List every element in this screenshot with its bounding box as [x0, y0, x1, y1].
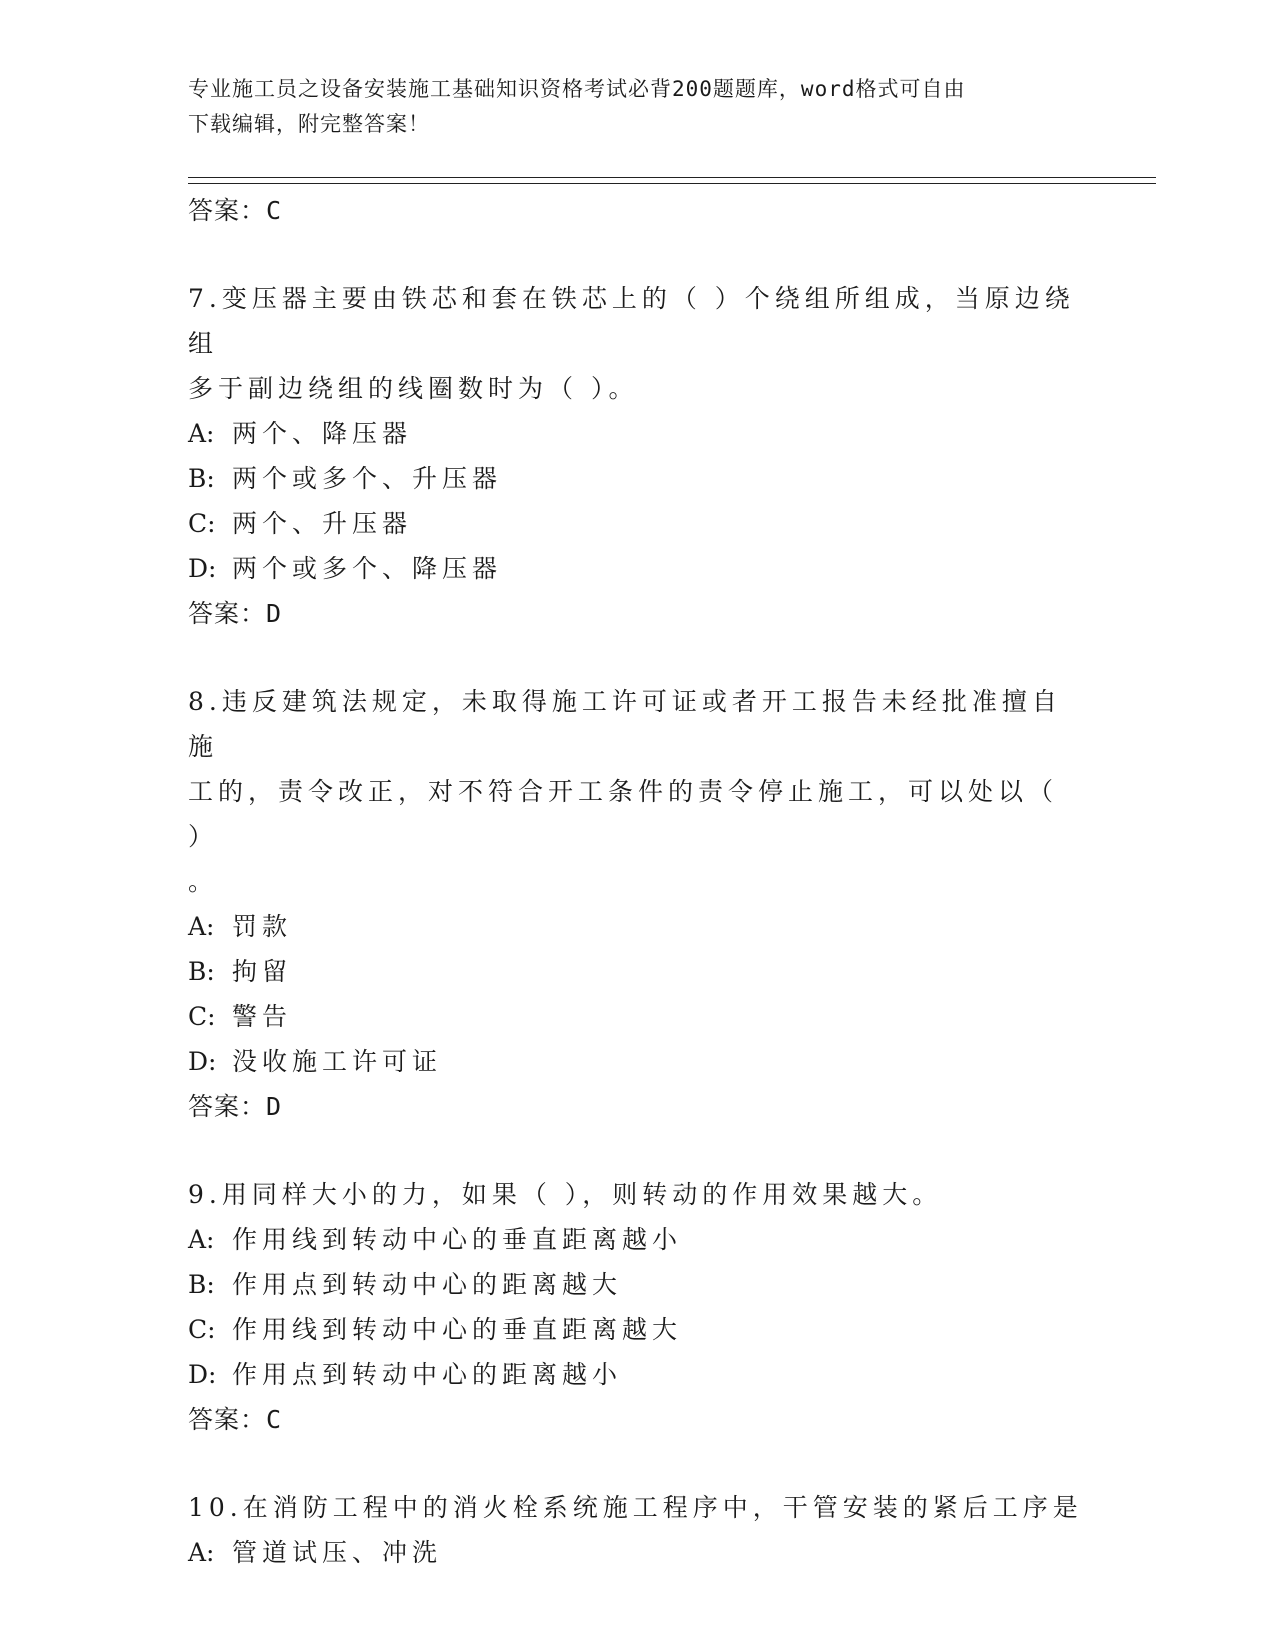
answer-value: D [266, 599, 283, 628]
header-line-1: 专业施工员之设备安装施工基础知识资格考试必背200题题库，word格式可自由 [188, 77, 966, 101]
option-letter: C: [188, 1002, 216, 1031]
document-body [188, 188, 1088, 1575]
question-text [188, 1485, 1088, 1530]
option-c [188, 1307, 1088, 1352]
answer-line [188, 1084, 1088, 1130]
option-letter: A: [188, 1225, 215, 1254]
question-text-line: 工的，责令改正，对不符合开工条件的责令停止施工，可以处以（ ） [188, 777, 1059, 851]
option-b [188, 1262, 1088, 1307]
option-b [188, 949, 1088, 994]
option-a [188, 1217, 1088, 1262]
option-text: 拘留 [232, 957, 293, 986]
question-text-line: 多于副边绕组的线圈数时为（ ）。 [188, 374, 639, 403]
option-text: 作用线到转动中心的垂直距离越小 [232, 1225, 683, 1254]
answer-value: D [266, 1092, 283, 1121]
option-text: 两个、降压器 [232, 419, 413, 448]
answer-value: C [266, 1405, 283, 1434]
question-text-line: 7.变压器主要由铁芯和套在铁芯上的（ ）个绕组所组成，当原边绕组 [188, 284, 1075, 358]
option-letter: B: [188, 1270, 215, 1299]
option-text: 两个、升压器 [232, 509, 413, 538]
option-text: 两个或多个、降压器 [232, 554, 503, 583]
option-letter: A: [188, 912, 215, 941]
option-text: 作用点到转动中心的距离越大 [232, 1270, 623, 1299]
question-text-line: 。 [188, 867, 219, 896]
option-text: 两个或多个、升压器 [232, 464, 503, 493]
option-letter: B: [188, 464, 215, 493]
question-7 [188, 276, 1088, 637]
option-c [188, 501, 1088, 546]
option-letter: C: [188, 1315, 216, 1344]
question-text [188, 679, 1088, 904]
answer-line [188, 591, 1088, 637]
question-text [188, 1172, 1088, 1217]
question-text-line: 10.在消防工程中的消火栓系统施工程序中，干管安装的紧后工序是 [188, 1493, 1083, 1522]
option-text: 管道试压、冲洗 [232, 1538, 443, 1567]
option-text: 没收施工许可证 [232, 1047, 443, 1076]
answer-line [188, 1397, 1088, 1443]
answer-label: 答案： [188, 1092, 267, 1121]
option-text: 作用线到转动中心的垂直距离越大 [232, 1315, 683, 1344]
option-d [188, 1352, 1088, 1397]
option-d [188, 1039, 1088, 1084]
option-a [188, 904, 1088, 949]
option-text: 作用点到转动中心的距离越小 [232, 1360, 623, 1389]
answer-line [188, 188, 1088, 234]
question-text-line: 9.用同样大小的力，如果（ ），则转动的作用效果越大。 [188, 1180, 943, 1209]
option-letter: A: [188, 1538, 215, 1567]
option-c [188, 994, 1088, 1039]
option-letter: A: [188, 419, 215, 448]
option-letter: B: [188, 957, 215, 986]
option-letter: D: [188, 1047, 217, 1076]
option-d [188, 546, 1088, 591]
answer-label: 答案： [188, 599, 267, 628]
question-8 [188, 679, 1088, 1130]
answer-label: 答案： [188, 196, 267, 225]
option-b [188, 456, 1088, 501]
option-text: 警告 [232, 1002, 293, 1031]
option-text: 罚款 [232, 912, 293, 941]
option-a [188, 1530, 1088, 1575]
option-a [188, 411, 1088, 456]
answer-label: 答案： [188, 1405, 267, 1434]
option-letter: D: [188, 554, 217, 583]
header-line-2: 下载编辑，附完整答案！ [188, 112, 430, 136]
option-letter: C: [188, 509, 216, 538]
question-text-line: 8.违反建筑法规定，未取得施工许可证或者开工报告未经批准擅自施 [188, 687, 1062, 761]
question-10 [188, 1485, 1088, 1575]
option-letter: D: [188, 1360, 217, 1389]
answer-value: C [266, 196, 283, 225]
question-text [188, 276, 1088, 411]
header-divider-bottom [188, 183, 1156, 184]
page-header [188, 72, 1088, 142]
question-9 [188, 1172, 1088, 1443]
header-divider-top [188, 177, 1156, 178]
